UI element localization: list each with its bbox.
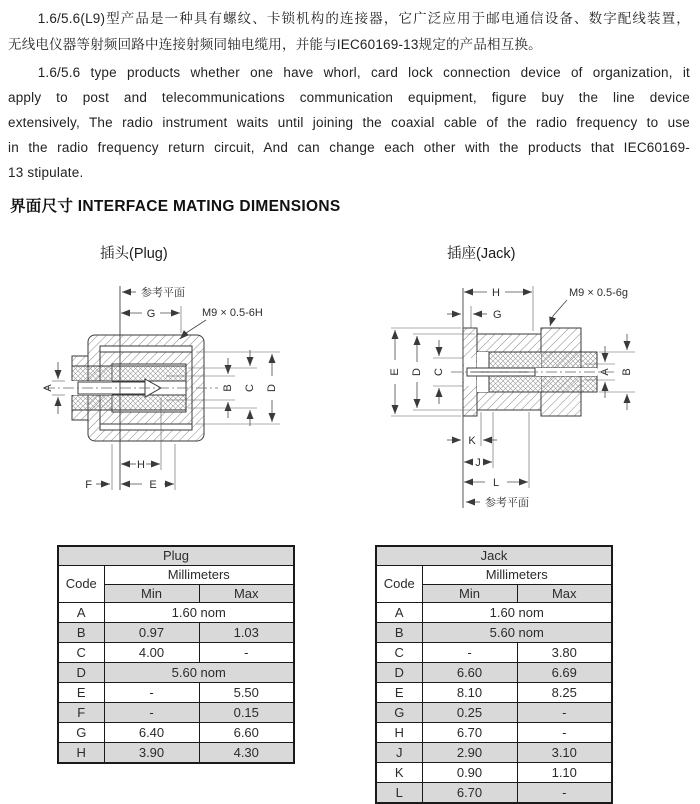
svg-text:B: B xyxy=(621,368,633,376)
max-cell: 6.69 xyxy=(517,663,612,683)
table-row xyxy=(376,703,612,723)
table-row xyxy=(58,663,294,683)
plug-dim-E xyxy=(121,444,175,491)
jack-dim-E xyxy=(389,328,461,416)
table-row xyxy=(58,643,294,663)
max-cell: 1.10 xyxy=(517,763,612,783)
max-cell: 6.60 xyxy=(199,723,294,743)
unit-header: Millimeters xyxy=(104,566,294,585)
svg-text:K: K xyxy=(468,435,476,447)
table-row xyxy=(58,703,294,723)
code-cell: C xyxy=(376,643,422,663)
jack-table xyxy=(375,545,613,804)
intro-en-line: 1.6/5.6 type products whether one have whorl, card lock connection device of organization, it xyxy=(37,65,690,80)
code-cell: G xyxy=(376,703,422,723)
jack-caption: 插座(Jack) xyxy=(447,246,516,262)
nom-cell: 1.60 nom xyxy=(104,603,294,623)
max-header: Max xyxy=(199,585,294,603)
min-cell: - xyxy=(104,683,199,703)
intro-paragraph-en xyxy=(8,60,690,185)
max-cell: 3.10 xyxy=(517,743,612,763)
table-row xyxy=(376,723,612,743)
code-cell: E xyxy=(58,683,104,703)
max-cell: 3.80 xyxy=(517,643,612,663)
table-row xyxy=(376,603,612,623)
table-row xyxy=(376,743,612,763)
min-cell: 6.70 xyxy=(422,783,517,804)
max-cell: - xyxy=(517,723,612,743)
svg-text:H: H xyxy=(137,459,145,471)
plug-drawing xyxy=(38,276,320,518)
table-row xyxy=(58,723,294,743)
svg-text:H: H xyxy=(492,287,500,299)
min-cell: - xyxy=(104,703,199,723)
jack-dim-L xyxy=(464,412,529,489)
min-cell: 3.90 xyxy=(104,743,199,764)
max-cell: - xyxy=(517,783,612,804)
table-row xyxy=(376,643,612,663)
table-row xyxy=(58,743,294,764)
table-title: Plug xyxy=(58,546,294,566)
code-cell: H xyxy=(376,723,422,743)
code-cell: D xyxy=(376,663,422,683)
code-header: Code xyxy=(58,566,104,603)
intro-zh-line: 1.6/5.6(L9)型产品是一种具有螺纹、卡锁机构的连接器，它广泛应用于邮电通信设备、数字配线装置， xyxy=(37,11,690,26)
intro-en-line: extensively, The radio instrument waits until joining the coaxial cable of the radio frequency to use xyxy=(8,115,690,130)
min-cell: 4.00 xyxy=(104,643,199,663)
table-row xyxy=(58,683,294,703)
min-cell: 8.10 xyxy=(422,683,517,703)
plug-dim-A xyxy=(42,362,65,414)
svg-text:L: L xyxy=(492,477,500,489)
table-row xyxy=(376,783,612,804)
svg-text:E: E xyxy=(149,479,157,491)
code-cell: B xyxy=(376,623,422,643)
intro-zh-line: 无线电仪器等射频回路中连接射频同轴电缆用，并能与IEC60169-13规定的产品相互换。 xyxy=(8,37,542,52)
table-row xyxy=(58,603,294,623)
nom-cell: 5.60 nom xyxy=(104,663,294,683)
code-cell: A xyxy=(58,603,104,623)
intro-en-line: apply to post and telecommunications communication equipment, figure buy the line device xyxy=(8,90,690,105)
unit-header: Millimeters xyxy=(422,566,612,585)
jack-drawing xyxy=(383,276,665,528)
min-cell: 2.90 xyxy=(422,743,517,763)
table-header-row xyxy=(376,566,612,585)
plug-caption: 插头(Plug) xyxy=(100,246,168,262)
svg-text:G: G xyxy=(493,309,502,321)
table-row xyxy=(376,683,612,703)
code-cell: B xyxy=(58,623,104,643)
nom-cell: 1.60 nom xyxy=(422,603,612,623)
intro-en-line: in the radio frequency return circuit, And can change each other with the products that IEC60169- xyxy=(8,140,690,155)
plug-table xyxy=(57,545,295,764)
intro-paragraph-zh xyxy=(8,6,690,58)
max-header: Max xyxy=(517,585,612,603)
jack-dim-K xyxy=(447,412,497,447)
min-cell: 6.40 xyxy=(104,723,199,743)
max-cell: 0.15 xyxy=(199,703,294,723)
table-row xyxy=(376,663,612,683)
max-cell: 4.30 xyxy=(199,743,294,764)
svg-text:C: C xyxy=(433,368,445,376)
svg-text:A: A xyxy=(42,384,54,392)
svg-text:参考平面: 参考平面 xyxy=(141,287,185,299)
table-title-row xyxy=(58,546,294,566)
table-row xyxy=(376,623,612,643)
min-cell: 0.90 xyxy=(422,763,517,783)
svg-text:E: E xyxy=(389,368,401,376)
intro-en-line: 13 stipulate. xyxy=(8,165,84,180)
min-header: Min xyxy=(422,585,517,603)
max-cell: - xyxy=(199,643,294,663)
table-row xyxy=(58,623,294,643)
code-cell: F xyxy=(58,703,104,723)
code-cell: K xyxy=(376,763,422,783)
svg-text:A: A xyxy=(599,368,611,376)
jack-dielectric xyxy=(489,352,597,368)
min-header: Min xyxy=(104,585,199,603)
min-cell: - xyxy=(422,643,517,663)
svg-text:D: D xyxy=(266,384,278,392)
table-row xyxy=(376,763,612,783)
jack-reference-plane-label xyxy=(466,495,529,509)
min-cell: 0.97 xyxy=(104,623,199,643)
jack-body-section xyxy=(451,328,615,416)
jack-dim-G xyxy=(447,306,502,328)
plug-body-section xyxy=(44,335,218,441)
svg-text:J: J xyxy=(475,457,481,469)
plug-reference-plane-label xyxy=(122,285,185,299)
plug-dim-D xyxy=(196,352,280,424)
jack-thread-label xyxy=(550,287,628,326)
max-cell: 1.03 xyxy=(199,623,294,643)
plug-thread-label xyxy=(180,307,263,339)
code-cell: L xyxy=(376,783,422,804)
plug-dim-G xyxy=(121,306,181,333)
svg-text:C: C xyxy=(244,384,256,392)
min-cell: 0.25 xyxy=(422,703,517,723)
svg-text:M9 × 0.5-6H: M9 × 0.5-6H xyxy=(202,307,263,319)
code-cell: D xyxy=(58,663,104,683)
svg-text:参考平面: 参考平面 xyxy=(485,497,529,509)
code-cell: C xyxy=(58,643,104,663)
plug-dim-F xyxy=(85,444,112,491)
max-cell: 8.25 xyxy=(517,683,612,703)
nom-cell: 5.60 nom xyxy=(422,623,612,643)
svg-text:F: F xyxy=(85,479,92,491)
min-cell: 6.70 xyxy=(422,723,517,743)
code-cell: A xyxy=(376,603,422,623)
plug-dielectric xyxy=(72,366,186,381)
svg-text:M9 × 0.5-6g: M9 × 0.5-6g xyxy=(569,287,629,299)
table-title-row xyxy=(376,546,612,566)
table-header-row xyxy=(58,566,294,585)
code-cell: H xyxy=(58,743,104,764)
min-cell: 6.60 xyxy=(422,663,517,683)
code-cell: J xyxy=(376,743,422,763)
max-cell: - xyxy=(517,703,612,723)
code-header: Code xyxy=(376,566,422,603)
section-heading: 界面尺寸 INTERFACE MATING DIMENSIONS xyxy=(10,198,341,215)
code-cell: E xyxy=(376,683,422,703)
svg-text:G: G xyxy=(146,308,156,320)
table-title: Jack xyxy=(376,546,612,566)
max-cell: 5.50 xyxy=(199,683,294,703)
svg-text:B: B xyxy=(222,384,234,392)
plug-cable-jacket xyxy=(72,356,88,366)
svg-text:D: D xyxy=(411,368,423,376)
code-cell: G xyxy=(58,723,104,743)
